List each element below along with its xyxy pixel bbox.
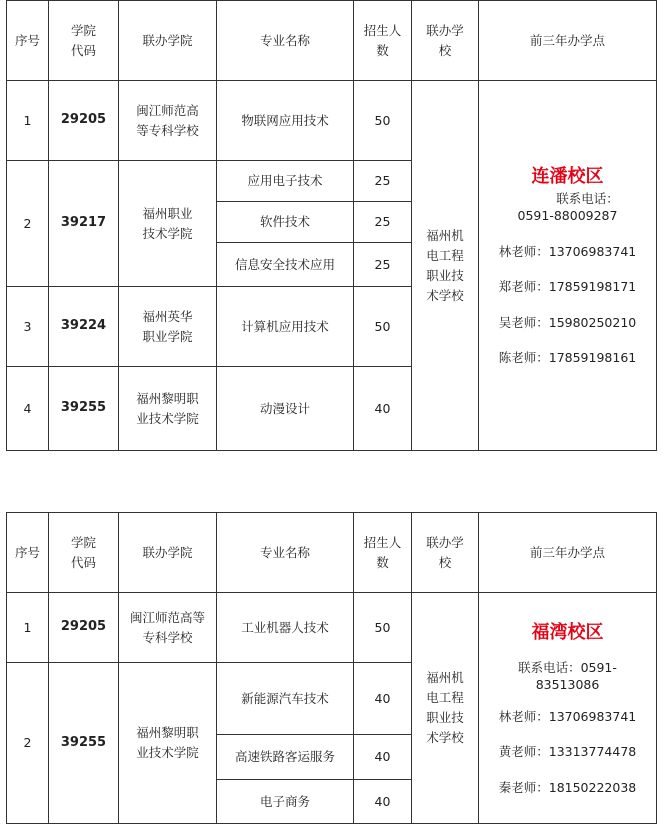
row-code: 29205 xyxy=(49,81,119,161)
row-major: 电子商务 xyxy=(217,780,354,824)
campus-info-lianpan xyxy=(479,81,657,451)
enrollment-table-fuwan xyxy=(6,512,657,824)
row-count: 50 xyxy=(354,287,412,367)
partner-school-cell: 福州机 电工程 职业技 术学校 xyxy=(412,593,479,824)
teacher-contact: 秦老师：18150222038 xyxy=(498,779,637,795)
enrollment-table-lianpan xyxy=(6,0,657,451)
row-code: 39217 xyxy=(49,161,119,287)
row-code: 39255 xyxy=(49,367,119,451)
table-header-row xyxy=(7,1,657,81)
header-major: 专业名称 xyxy=(217,1,354,81)
row-count: 50 xyxy=(354,593,412,663)
header-major: 专业名称 xyxy=(217,513,354,593)
row-seq: 4 xyxy=(7,367,49,451)
row-seq: 3 xyxy=(7,287,49,367)
teacher-contact: 陈老师：17859198161 xyxy=(498,350,637,366)
campus-info-fuwan xyxy=(479,593,657,824)
header-code: 学院 代码 xyxy=(49,513,119,593)
partner-school-cell: 福州机 电工程 职业技 术学校 xyxy=(412,81,479,451)
teacher-contact: 黄老师：13313774478 xyxy=(498,744,637,760)
header-campus: 前三年办学点 xyxy=(479,1,657,81)
header-campus: 前三年办学点 xyxy=(479,513,657,593)
row-count: 40 xyxy=(354,780,412,824)
header-college: 联办学院 xyxy=(119,1,217,81)
row-major: 工业机器人技术 xyxy=(217,593,354,663)
row-code: 39255 xyxy=(49,663,119,824)
row-major: 计算机应用技术 xyxy=(217,287,354,367)
row-major: 新能源汽车技术 xyxy=(217,663,354,735)
row-college: 福州职业 技术学院 xyxy=(119,161,217,287)
row-college: 闽江师范高等 专科学校 xyxy=(119,593,217,663)
table-row xyxy=(7,593,657,663)
header-seq: 序号 xyxy=(7,513,49,593)
phone-number: 83513086 xyxy=(535,677,600,693)
header-seq: 序号 xyxy=(7,1,49,81)
header-code: 学院 代码 xyxy=(49,1,119,81)
header-college: 联办学院 xyxy=(119,513,217,593)
teacher-contact: 吴老师：15980250210 xyxy=(498,314,637,330)
phone-number: 0591-88009287 xyxy=(517,208,618,224)
row-count: 40 xyxy=(354,735,412,780)
table-row xyxy=(7,81,657,161)
row-code: 29205 xyxy=(49,593,119,663)
header-enrollment: 招生人 数 xyxy=(354,513,412,593)
row-count: 50 xyxy=(354,81,412,161)
row-major: 物联网应用技术 xyxy=(217,81,354,161)
row-seq: 2 xyxy=(7,663,49,824)
header-enrollment: 招生人 数 xyxy=(354,1,412,81)
row-seq: 1 xyxy=(7,593,49,663)
row-count: 25 xyxy=(354,161,412,202)
campus-title: 连潘校区 xyxy=(531,166,604,188)
row-college: 福州黎明职 业技术学院 xyxy=(119,367,217,451)
phone-label: 联系电话：0591- xyxy=(518,659,617,675)
header-partner-school: 联办学 校 xyxy=(412,1,479,81)
row-count: 40 xyxy=(354,663,412,735)
campus-title: 福湾校区 xyxy=(531,621,604,643)
row-seq: 1 xyxy=(7,81,49,161)
teacher-contact: 林老师：13706983741 xyxy=(498,708,637,724)
row-college: 福州英华 职业学院 xyxy=(119,287,217,367)
row-major: 高速铁路客运服务 xyxy=(217,735,354,780)
row-major: 信息安全技术应用 xyxy=(217,243,354,287)
phone-label: 联系电话： xyxy=(556,190,619,206)
row-college: 福州黎明职 业技术学院 xyxy=(119,663,217,824)
row-major: 应用电子技术 xyxy=(217,161,354,202)
row-major: 动漫设计 xyxy=(217,367,354,451)
row-count: 40 xyxy=(354,367,412,451)
header-partner-school: 联办学 校 xyxy=(412,513,479,593)
teacher-contact: 林老师：13706983741 xyxy=(498,243,637,259)
row-count: 25 xyxy=(354,243,412,287)
row-seq: 2 xyxy=(7,161,49,287)
table-header-row xyxy=(7,513,657,593)
teacher-contact: 郑老师：17859198171 xyxy=(498,279,637,295)
row-college: 闽江师范高 等专科学校 xyxy=(119,81,217,161)
row-code: 39224 xyxy=(49,287,119,367)
row-count: 25 xyxy=(354,202,412,243)
row-major: 软件技术 xyxy=(217,202,354,243)
